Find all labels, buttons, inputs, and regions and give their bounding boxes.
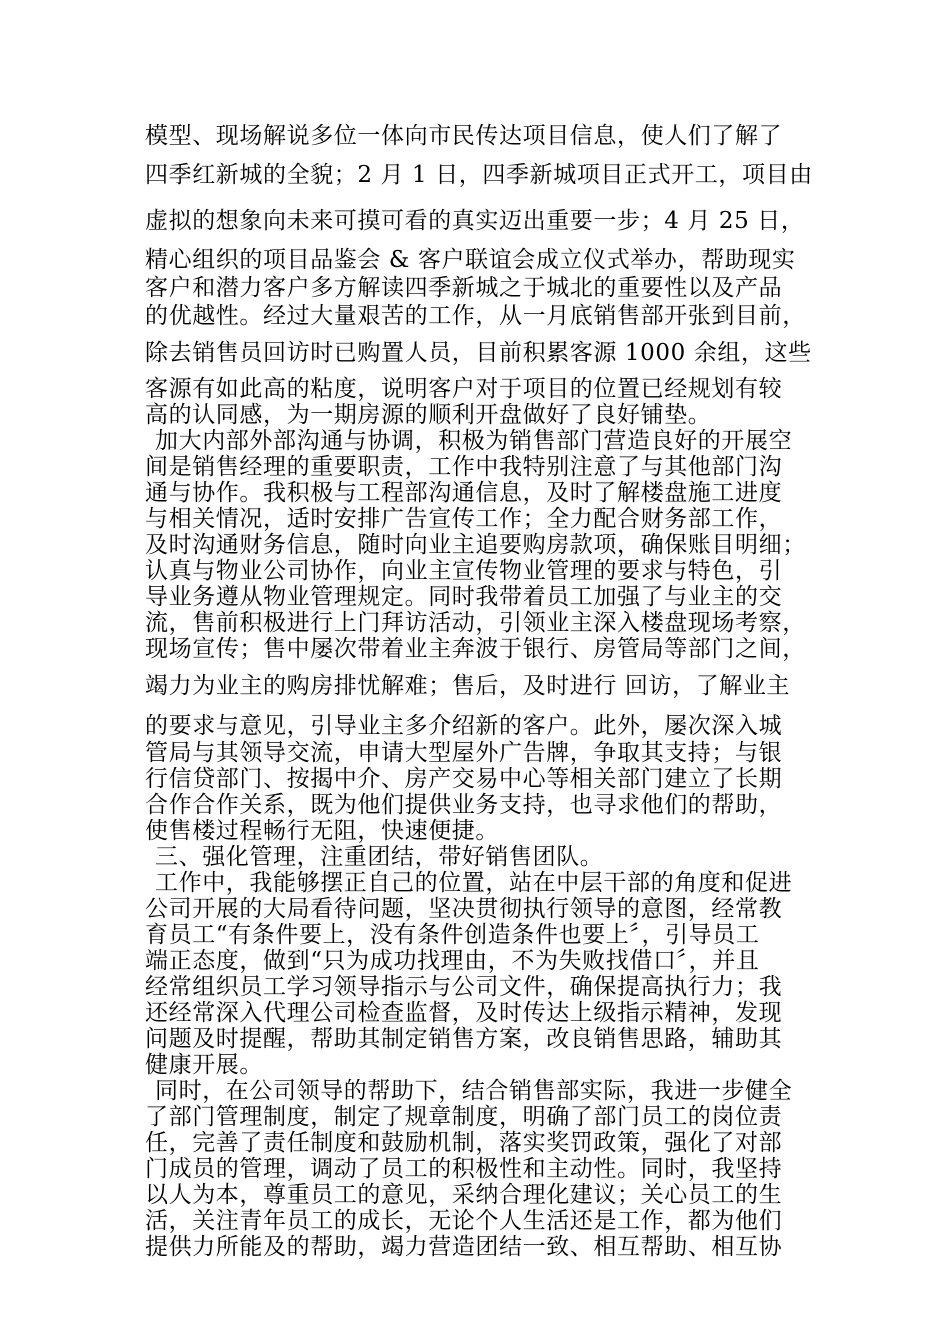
text-line: 虚拟的想象向未来可摸可看的真实迈出重要一步；4 月 25 日， (145, 208, 805, 234)
text-line: 通与协作。我积极与工程部沟通信息，及时了解楼盘施工进度 (145, 480, 783, 506)
text-line: 经常组织员工学习领导指示与公司文件，确保提高执行力；我 (145, 974, 783, 1000)
text-line: 任，完善了责任制度和鼓励机制，落实奖罚政策，强化了对部 (145, 1130, 783, 1156)
text-line: 门成员的管理，调动了员工的积极性和主动性。同时，我坚持 (145, 1156, 783, 1182)
text-line: 认真与物业公司协作，向业主宣传物业管理的要求与特色，引 (145, 558, 783, 584)
text-line: 间是销售经理的重要职责，工作中我特别注意了与其他部门沟 (145, 454, 783, 480)
text-line: 竭力为业主的购房排忧解难；售后，及时进行 回访，了解业主 (145, 673, 791, 699)
text-line: 行信贷部门、按揭中介、房产交易中心等相关部门建立了长期 (145, 766, 783, 792)
text-line: 提供力所能及的帮助，竭力营造团结一致、相互帮助、相互协 (145, 1234, 783, 1260)
text-line: 以人为本，尊重员工的意见，采纳合理化建议；关心员工的生 (145, 1182, 783, 1208)
text-line: 的优越性。经过大量艰苦的工作，从一月底销售部开张到目前， (145, 303, 806, 329)
text-line: 育员工“有条件要上，没有条件创造条件也要上〞，引导员工 (145, 922, 760, 948)
paragraph-start-line: 工作中，我能够摆正自己的位置，站在中层干部的角度和促进 (155, 870, 793, 896)
text-line: 管局与其领导交流，申请大型屋外广告牌，争取其支持；与银 (145, 740, 783, 766)
text-line: 除去销售员回访时已购置人员，目前积累客源 1000 余组，这些 (145, 340, 812, 366)
text-line: 四季红新城的全貌；2 月 1 日，四季新城项目正式开工，项目由 (145, 162, 813, 188)
text-line: 现场宣传；售中屡次带着业主奔波于银行、房管局等部门之间， (145, 636, 806, 662)
text-line: 导业务遵从物业管理规定。同时我带着员工加强了与业主的交 (145, 584, 783, 610)
text-line: 客源有如此高的粘度，说明客户对于项目的位置已经规划有较 (145, 376, 783, 402)
text-line: 使售楼过程畅行无阻，快速便捷。 (145, 818, 499, 844)
text-line: 健康开展。 (145, 1052, 263, 1078)
text-line: 模型、现场解说多位一体向市民传达项目信息，使人们了解了 (145, 123, 783, 149)
text-line: 与相关情况，适时安排广告宣传工作；全力配合财务部工作， (145, 506, 783, 532)
section-heading: 三、强化管理，注重团结，带好销售团队。 (155, 844, 604, 870)
text-line: 还经常深入代理公司检查监督，及时传达上级指示精神，发现 (145, 1000, 783, 1026)
text-line: 合作合作关系，既为他们提供业务支持，也寻求他们的帮助， (145, 792, 783, 818)
text-line: 精心组织的项目品鉴会 & 客户联谊会成立仪式举办，帮助现实 (145, 247, 796, 273)
text-line: 的要求与意见，引导业主多介绍新的客户。此外，屡次深入城 (145, 713, 783, 739)
text-line: 端正态度，做到“只为成功找理由，不为失败找借口〞，并且 (145, 948, 760, 974)
text-line: 客户和潜力客户多方解读四季新城之于城北的重要性以及产品 (145, 275, 783, 301)
text-line: 及时沟通财务信息，随时向业主追要购房款项，确保账目明细； (145, 532, 806, 558)
paragraph-start-line: 同时，在公司领导的帮助下，结合销售部实际，我进一步健全 (155, 1078, 793, 1104)
text-line: 流，售前积极进行上门拜访活动，引领业主深入楼盘现场考察， (145, 610, 806, 636)
paragraph-start-line: 加大内部外部沟通与协调，积极为销售部门营造良好的开展空 (155, 428, 793, 454)
text-line: 公司开展的大局看待问题，坚决贯彻执行领导的意图，经常教 (145, 896, 783, 922)
text-line: 问题及时提醒，帮助其制定销售方案，改良销售思路，辅助其 (145, 1026, 783, 1052)
text-line: 活，关注青年员工的成长，无论个人生活还是工作，都为他们 (145, 1208, 783, 1234)
text-line: 高的认同感，为一期房源的顺利开盘做好了良好铺垫。 (145, 402, 712, 428)
text-line: 了部门管理制度，制定了规章制度，明确了部门员工的岗位责 (145, 1104, 783, 1130)
